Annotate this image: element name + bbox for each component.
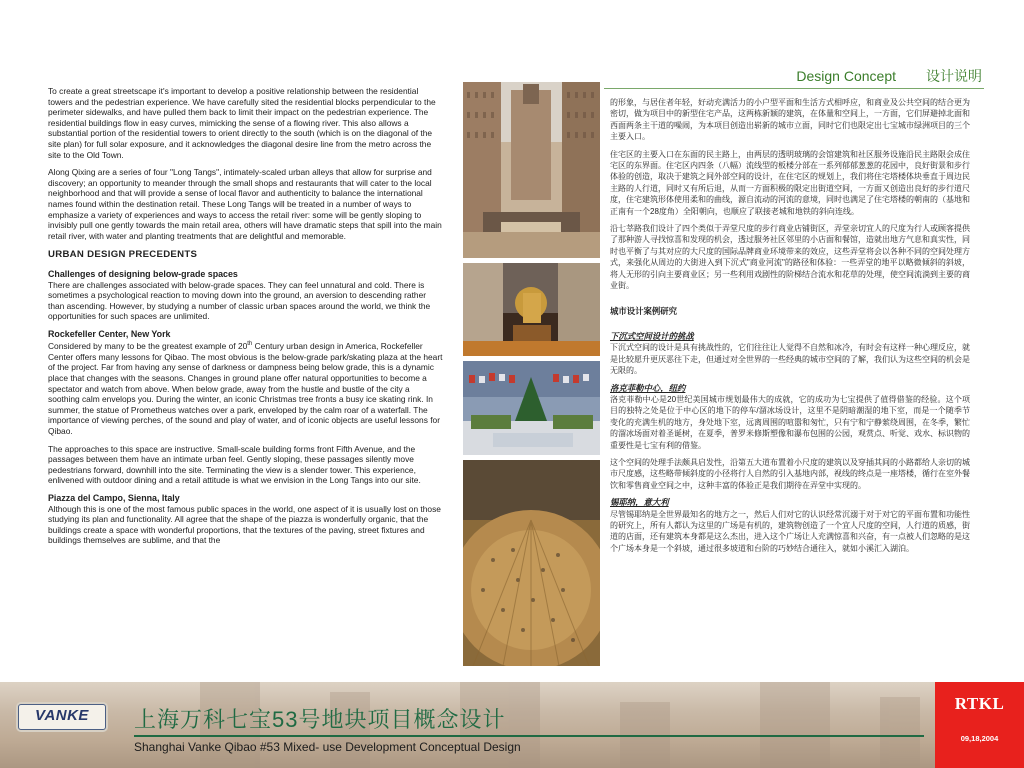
- cn-rockefeller-title: 洛克菲勒中心，纽约: [610, 382, 686, 393]
- vanke-logo-text: VANKE: [35, 707, 89, 724]
- photo-christmas-skating-rink: [463, 361, 600, 455]
- cn-challenges-text: 下沉式空间的设计是具有挑战性的，它们往往让人觉得不自然和冰冷，有时会有这样一种心理反应，就是比较愿升更厌恶往下走，但通过对全世界的一些经典的城市空间的了解，我们认为这些空间的机会是无限的。: [610, 343, 970, 376]
- presentation-date: 09,18,2004: [960, 734, 999, 743]
- cn-piazza-text: 尽管锡耶纳是全世界最知名的地方之一，然后人们对它的认识经常沉溺于对于对它的平面布置和功能性的研究上，所有人都认为这里的广场是有机的，建筑物创造了一个宜人尺度的空间，人行道的质感，街道的店面，还有建筑本身都是这么杰出，进入这个广场让人充满惊喜和兴奋，有一点被人们忽略的是这个广场本身是一个斜坡，通过很多坡道和台阶的巧妙结合通往入，就如小溪汇入湖泊。: [610, 509, 970, 553]
- cn-rockefeller-text: 洛克菲勒中心是20世纪美国城市规划最伟大的成就，它的成功为七宝提供了值得借鉴的经验。这个项目的独特之处是位于中心区的地下的停车/溜冰场设计，这里不是阴暗潮湿的地下室，而是一个随季节变化的充满生机的地方，身处地下室，远离周围的喧嚣和匆忙，只有宁和宁静萦绕周围，在冬季，繁忙的溜冰场面对着圣诞树，在夏季，普罗米修斯塑像和瀑布包围的公园，观赏点、听觉、戏水、标识物的重要性是七宝有利的借鉴。: [610, 394, 970, 450]
- rockefeller-text-start: Considered by many to be the greatest example of 20: [48, 341, 248, 352]
- challenges-text: There are challenges associated with below-grade spaces. They can feel unnatural and cold. There is sometimes a psychological reaction to moving down into the ground, an aversion to descending rather than ascending. However, by studying a number of classic urban spaces around the world, we think the opportunities for such spaces are unlimited.: [48, 279, 431, 322]
- project-title-en: Shanghai Vanke Qibao #53 Mixed- use Development Conceptual Design: [134, 740, 521, 754]
- intro-paragraph-1: To create a great streetscape it's important to develop a positive relationship between the residential towers and the pedestrian experience. We have carefully sited the residential blocks perpendicular to the perimeter sidewalks, and have pulled them back to limit their impact on the pedestrian experience. The residential buildings flow in easy curves, mimicking the sense of a flowing river. This also allows a substantial portion of the residential towers to orient directly to the south (which is on the diagonal of the site plan) for full solar exposure, and it acknowledges the diagonal desire line from the metro across the site to the Old Town.: [48, 86, 436, 160]
- project-title-cn: 上海万科七宝53号地块项目概念设计: [134, 707, 506, 732]
- challenges-title: Challenges of designing below-grade spaces: [48, 268, 238, 279]
- section-header: [796, 66, 982, 86]
- chinese-text-column: [610, 97, 970, 560]
- title-divider: [134, 735, 924, 737]
- header-title-en: Design Concept: [796, 68, 896, 84]
- rockefeller-title: Rockefeller Center, New York: [48, 328, 171, 339]
- rockefeller-text: [48, 339, 443, 436]
- rtkl-logo-text: RTKL: [954, 694, 1005, 713]
- header-title-cn: 设计说明: [926, 68, 982, 84]
- vanke-logo: [18, 704, 106, 730]
- rtkl-logo-block: [935, 682, 1024, 768]
- cn-approaches-text: 这个空间的处理手法颇具启发性，沿第五大道布置着小尺度的建筑以及穿插其间的小路都给人亲切的城市尺度感，这些略带倾斜度的小径将行人自然的引入基地内部，视线的终点是一座塔楼，循行在室外餐饮和零售商业空间之中，这种丰富的体验正是我们期待在弄堂中实现的。: [610, 457, 970, 490]
- precedents-heading: URBAN DESIGN PRECEDENTS: [48, 249, 198, 261]
- cn-paragraph-3: 沿七莘路我们设计了四个类似于弄堂尺度的步行商业店铺街区，弄堂亲切宜人的尺度为行人或顾客提供了那种游人寻找惊喜和发现的机会，透过服务社区邻里的小店面和餐馆，造就出地方气息和真实性，同时也平衡了与其对应的大尺度的国际品牌商业环境带来的效应，这些弄堂将会以各种不同的空间处理方式，来强化从周边的大街进入到下沉式"商业河流"的路径和体验：一些弄堂的地平以略微倾斜的斜坡，将人无形的引向主要商业区；另一些利用戏剧性的阶梯结合流水和花草的处理，使空间流淌到主要的商业街。: [610, 224, 970, 291]
- photo-rockefeller-plaza-view: [463, 82, 600, 258]
- ordinal-suffix: th: [247, 341, 253, 348]
- header-divider: [604, 88, 984, 89]
- cn-piazza-title: 锡耶纳，意大利: [610, 497, 669, 508]
- cn-paragraph-2: 住宅区的主要入口在东面的民主路上，由两层的透明玻璃的会馆建筑和社区服务设施沿民主路限会成住宅区的东界面。住宅区内四条（八幅）流线型的板楼分部在一系列郁郁葱葱的花园中，良好街景和步行体验的创造，取决于建筑之间外部空间的设计，在住宅区的规划上，我们将住宅塔楼体块垂直于周边民主路的人行道，同时又有所后退，从而一方面积极的限定出街道空间，一方面又创造出良好的步行道尺度，住宅建筑形体使用柔和的曲线，源自流动的河流的意境，同时也满足了住宅塔楼的朝南的（基地和正南有一个28度角）全阳朝向，也顺应了联接老城和地铁的斜向连线。: [610, 149, 970, 216]
- intro-paragraph-2: Along Qixing are a series of four "Long Tangs", intimately-scaled urban alleys that allow for surprise and discovery; an opportunity to meander through the small shops and restaurants that will cater to the local neighborhood and that will provide a sense of local flavor and authenticity to balance the international names found within the destination retail. These Long Tangs will be treated in a number of ways to emphasize a variety of experiences and ways to access the retail river: some will be gently sloping to invisibly pull one gently towards the main retail area, others will have dramatic steps that spill into the main retail river, with water and planting treatments that are delightful and memorable.: [48, 167, 442, 241]
- english-text-column: [48, 86, 443, 553]
- piazza-text: Although this is one of the most famous public spaces in the world, one aspect of it is usually lost on those studying its plan and functionality. All agree that the shape of the piazza is wonderfully organic, that the buildings create a space with wonderful proportions, that the textures of the paving, street fixtures and buildings themselves are sublime, and that the: [48, 503, 441, 546]
- photo-piazza-del-campo-aerial: [463, 460, 600, 666]
- cn-precedents-heading: 城市设计案例研究: [610, 305, 677, 316]
- footer-band: [0, 682, 1024, 768]
- rockefeller-text-rest: Century urban design in America, Rockefeller Center offers many lessons for Qibao. The most obvious is the below-grade park/skating plaza at the heart of the project. Far from having any sense of darkness or dampness being below grade, this is a dynamic place that changes with the seasons. Changes in ground plane offer natural opportunities to become a spectator and watch from above. When below grade, away from the hustle and bustle of the city a soothing calm envelops you. During the winter, an iconic Christmas tree fronts a busy ice skating rink. In summer, the statue of Prometheus watches over a park, enveloped by the calm roar of a waterfall. The importance of viewing perches, of the sound and play of water, and of iconic objects are useful lessons for Qibao.: [48, 341, 443, 437]
- photo-prometheus-statue: [463, 263, 600, 356]
- approaches-text: The approaches to this space are instructive. Small-scale building forms front Fifth Avenue, and the passages between them have an intimate urban feel. Gently sloping, these passages silently move pedestrians forward, downhill into the site. Terminating the view is a slender tower. This experience, enlivened with outdoor dining and a retail attitude is what we envision in the Long Tangs into our site.: [48, 443, 421, 486]
- cn-paragraph-1: 的形象，与居住者年轻，好动充满活力的小户型平面和生活方式相呼应，和商业及公共空间的结合更为密切，做为项目中的新型住宅产品，这两栋新颖的建筑，在体量和空间上，一方面，它们屏避掉北面和西面两条主干道的噪闹，为本项目创造出崭新的城市立面，同时它们也限定出七宝城市绿洲项目的三个主要入口。: [610, 98, 970, 142]
- cn-challenges-title: 下沉式空间设计的挑战: [610, 330, 694, 341]
- piazza-title: Piazza del Campo, Sienna, Italy: [48, 492, 180, 503]
